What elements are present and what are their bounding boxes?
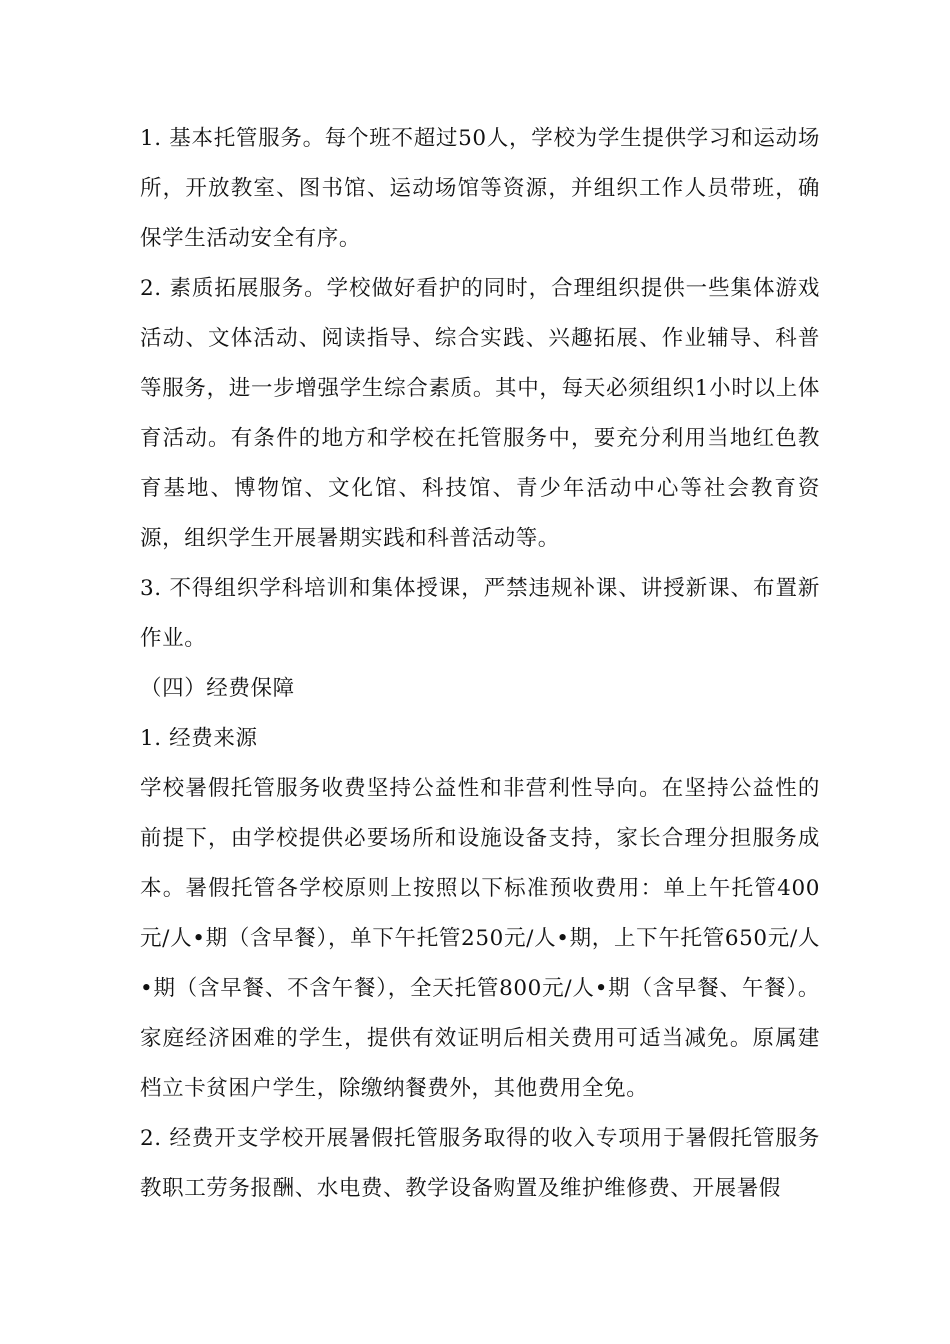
paragraph-quality-expansion: 2. 素质拓展服务。学校做好看护的同时，合理组织提供一些集体游戏活动、文体活动、阅读指导、综合实践、兴趣拓展、作业辅导、科普等服务，进一步增强学生综合素质。其中，每天必须组织1小时以上体育活动。有条件的地方和学校在托管服务中，要充分利用当地红色教育基地、博物馆、文化馆、科技馆、青少年活动中心等社会教育资源，组织学生开展暑期实践和科普活动等。: [140, 276, 820, 551]
document-body: [140, 114, 820, 1214]
paragraph-basic-care: 1. 基本托管服务。每个班不超过50人，学校为学生提供学习和运动场所，开放教室、图书馆、运动场馆等资源，并组织工作人员带班，确保学生活动安全有序。: [140, 126, 820, 251]
paragraph-fee-standard: 学校暑假托管服务收费坚持公益性和非营利性导向。在坚持公益性的前提下，由学校提供必要场所和设施设备支持，家长合理分担服务成本。暑假托管各学校原则上按照以下标准预收费用：单上午托管400元/人•期（含早餐），单下午托管250元/人•期，上下午托管650元/人•期（含早餐、不含午餐），全天托管800元/人•期（含早餐、午餐）。家庭经济困难的学生，提供有效证明后相关费用可适当减免。原属建档立卡贫困户学生，除缴纳餐费外，其他费用全免。: [140, 776, 820, 1101]
paragraph-funding-expenditure: 2. 经费开支学校开展暑假托管服务取得的收入专项用于暑假托管服务教职工劳务报酬、水电费、教学设备购置及维护维修费、开展暑假: [140, 1126, 820, 1201]
section-heading-funding: （四）经费保障: [140, 676, 295, 701]
subheading-funding-source: 1. 经费来源: [140, 726, 258, 751]
paragraph-prohibition: 3. 不得组织学科培训和集体授课，严禁违规补课、讲授新课、布置新作业。: [140, 576, 820, 651]
